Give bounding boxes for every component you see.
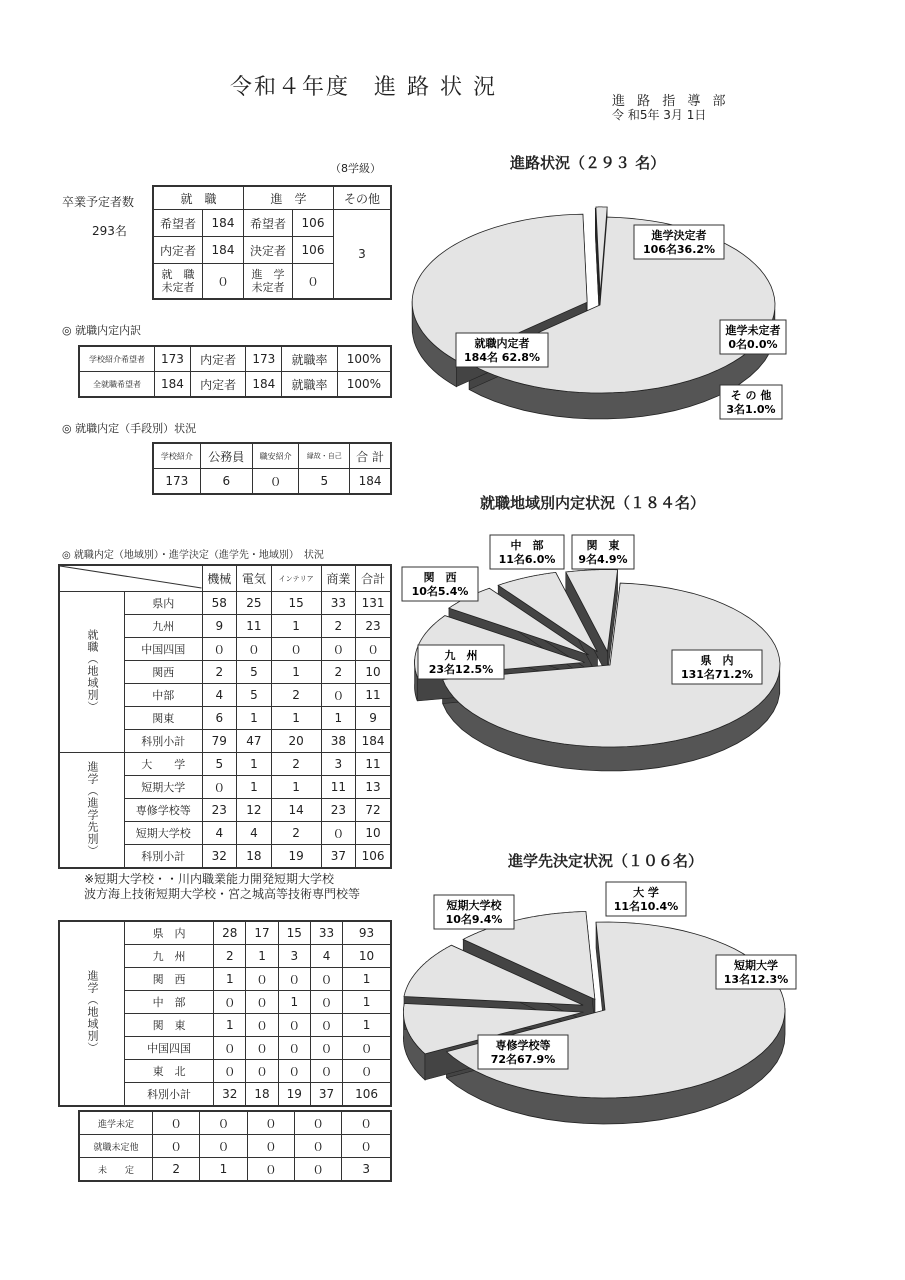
col-header: 電気 [237,565,272,592]
row-value: ０ [310,1037,342,1060]
naitei-cell: 100% [337,372,391,398]
row-value: ０ [278,1014,310,1037]
row-label: 九 州 [125,945,214,968]
row-value: 25 [237,592,272,615]
pie-label-value: 23名12.5% [428,663,494,676]
row-value: 38 [321,730,356,753]
row-value: 4 [310,945,342,968]
region-table [58,564,392,869]
row-value: 2 [321,615,356,638]
row-label: 中国四国 [125,1037,214,1060]
row-value: 3 [342,1158,391,1182]
pie-label [572,535,634,569]
method-value: 173 [153,469,200,495]
row-value: ０ [247,1158,294,1182]
pie-label-name: 短期大学校 [446,899,502,912]
chart-title-career: 進路状況（２９３ 名） [510,154,666,172]
row-value: 1 [271,776,321,799]
method-section-title: ◎ 就職内定（手段別）状況 [62,422,197,435]
other-value: 3 [334,210,392,300]
header-study: 進 学 [244,186,334,210]
naitei-cell: 就職率 [282,372,338,398]
pie-label [716,955,796,989]
study-region-table [58,920,392,1107]
study-unfixed-label: 進 学未定者 [244,264,293,300]
row-value: 33 [310,921,342,945]
row-value: ０ [246,968,278,991]
row-value: 1 [343,1014,391,1037]
row-label: 科別小計 [125,845,203,869]
chart-title-study: 進学先決定状況（１０６名） [508,852,704,870]
row-label: 就職未定他 [79,1135,153,1158]
class-count: （8学級） [330,162,381,175]
naitei-table [78,345,392,398]
pie-label-value: 13名12.3% [723,973,789,986]
pie-label-value: 3名1.0% [726,403,776,416]
row-value: 79 [202,730,237,753]
row-value: 2 [153,1158,200,1182]
row-value: 13 [356,776,391,799]
row-label: 九州 [125,615,203,638]
pie-label [672,650,762,684]
row-value: ０ [214,991,246,1014]
job-unfixed-value: ０ [203,264,244,300]
row-label: 関 東 [125,1014,214,1037]
summary-table [152,185,392,300]
naitei-row-label: 学校紹介希望者 [79,346,155,372]
naitei-cell: 内定者 [190,346,246,372]
row-value: 20 [271,730,321,753]
study-hope-label: 希望者 [244,210,293,237]
row-value: ０ [278,1037,310,1060]
pie-label [490,535,564,569]
row-value: 4 [202,822,237,845]
row-value: ０ [343,1037,391,1060]
job-hope-value: 184 [203,210,244,237]
undecided-table [78,1110,392,1182]
row-value: 1 [214,968,246,991]
pie-label-name: 県 内 [700,654,734,667]
chart-title-region: 就職地域別内定状況（１８４名） [480,494,706,512]
table-row [79,1111,391,1135]
method-table [152,442,392,495]
row-value: 17 [246,921,278,945]
study-pie-chart [420,885,800,1125]
pie-label-name: 中 部 [510,539,544,552]
pie-label-name: 進学未定者 [725,324,781,337]
row-value: 1 [271,707,321,730]
row-value: ０ [321,822,356,845]
row-value: 32 [214,1083,246,1107]
row-value: 2 [271,822,321,845]
job-unfixed-label: 就 職未定者 [153,264,203,300]
row-value: ０ [271,638,321,661]
row-value: 5 [202,753,237,776]
row-value: 23 [356,615,391,638]
row-value: ０ [153,1111,200,1135]
row-value: 58 [202,592,237,615]
study-fixed-label: 決定者 [244,237,293,264]
row-value: 19 [271,845,321,869]
row-value: 10 [356,822,391,845]
pie-label [606,882,686,916]
row-value: ０ [246,1060,278,1083]
col-header: 機械 [202,565,237,592]
row-value: 1 [278,991,310,1014]
row-value: 18 [246,1083,278,1107]
row-label: 進学未定 [79,1111,153,1135]
naitei-cell: 173 [155,346,191,372]
col-header: 合計 [356,565,391,592]
row-label: 関西 [125,661,203,684]
row-value: ０ [343,1060,391,1083]
row-value: 184 [356,730,391,753]
pie-label-value: 106名36.2% [642,243,716,256]
row-value: ０ [214,1060,246,1083]
method-value: 6 [200,469,252,495]
row-value: ０ [294,1111,341,1135]
study-fixed-value: 106 [293,237,334,264]
pie-label-value: 0名0.0% [728,338,778,351]
graduate-count: 293名 [92,224,127,238]
pie-label-name: 大 学 [633,886,659,899]
group-label-text: 進学（地域別） [86,970,99,1054]
naitei-cell: 173 [246,346,282,372]
col-header: 商業 [321,565,356,592]
row-label: 科別小計 [125,1083,214,1107]
pie-label-value: 11名10.4% [613,900,679,913]
pie-label-name: 九 州 [444,649,478,662]
row-value: 93 [343,921,391,945]
pie-label-value: 10名9.4% [445,913,503,926]
row-value: 12 [237,799,272,822]
method-value: 5 [299,469,350,495]
row-value: 28 [214,921,246,945]
row-value: 2 [214,945,246,968]
row-value: 18 [237,845,272,869]
row-value: 47 [237,730,272,753]
pie-label-value: 131名71.2% [680,668,754,681]
header-other: その他 [334,186,392,210]
row-value: 11 [356,753,391,776]
row-value: 9 [202,615,237,638]
pie-label-value: 184名 62.8% [464,351,540,364]
row-value: ０ [247,1111,294,1135]
row-value: 37 [321,845,356,869]
row-value: 1 [271,615,321,638]
header-job: 就 職 [153,186,244,210]
pie-label-name: そ の 他 [730,389,772,402]
group-label-text: 就職（地域別） [86,628,99,713]
table-row [59,753,391,776]
job-hope-label: 希望者 [153,210,203,237]
naitei-cell: 184 [246,372,282,398]
row-value: 5 [237,661,272,684]
row-value: 15 [278,921,310,945]
undecided-body [79,1111,391,1181]
row-label: 県 内 [125,921,214,945]
row-label: 関東 [125,707,203,730]
row-value: ０ [310,1060,342,1083]
pie-label-value: 10名5.4% [411,585,469,598]
row-value: 3 [278,945,310,968]
row-value: 1 [200,1158,247,1182]
pie-label [634,225,724,259]
study-region-body [59,921,391,1106]
row-value: 14 [271,799,321,822]
row-label: 科別小計 [125,730,203,753]
col-header: インテリア [271,565,321,592]
region-pie-chart [410,539,785,785]
row-value: ０ [310,968,342,991]
table-row [79,1158,391,1182]
career-pie-chart [420,195,790,425]
row-value: 1 [246,945,278,968]
row-value: ０ [246,991,278,1014]
row-label: 関 西 [125,968,214,991]
row-value: ０ [342,1111,391,1135]
row-value: 2 [271,753,321,776]
pie-label [402,567,478,601]
row-value: 131 [356,592,391,615]
pie-label-name: 進学決定者 [651,229,707,242]
row-value: 33 [321,592,356,615]
pie-label-value: 72名67.9% [490,1053,556,1066]
pie-label [720,320,786,354]
pie-label [434,895,514,929]
graduate-label: 卒業予定者数 [62,195,135,209]
row-value: 1 [237,707,272,730]
department-name: 進 路 指 導 部 [612,94,730,109]
group-label [59,592,125,753]
row-value: 2 [321,661,356,684]
row-value: 2 [202,661,237,684]
row-value: ０ [202,638,237,661]
row-value: ０ [246,1037,278,1060]
row-label: 短期大学校 [125,822,203,845]
row-label: 県内 [125,592,203,615]
row-value: 11 [356,684,391,707]
note-line-2: 波方海上技術短期大学校・宮之城高等技術専門校等 [84,887,361,901]
naitei-cell: 184 [155,372,191,398]
row-value: 11 [237,615,272,638]
naitei-section-title: ◎ 就職内定内訳 [62,324,142,337]
naitei-cell: 100% [337,346,391,372]
study-hope-value: 106 [293,210,334,237]
row-label: 大 学 [125,753,203,776]
pie-label-value: 11名6.0% [498,553,556,566]
method-value: 184 [350,469,391,495]
row-value: ０ [200,1135,247,1158]
row-value: ０ [247,1135,294,1158]
row-value: ０ [321,684,356,707]
job-region-body [59,592,391,753]
row-value: 1 [237,753,272,776]
study-unfixed-value: ０ [293,264,334,300]
row-value: 1 [271,661,321,684]
row-label: 短期大学 [125,776,203,799]
row-value: ０ [214,1037,246,1060]
row-value: 1 [214,1014,246,1037]
row-value: 23 [202,799,237,822]
row-label: 中部 [125,684,203,707]
row-value: 23 [321,799,356,822]
row-value: ０ [246,1014,278,1037]
pie-label [720,385,782,419]
method-value: ０ [252,469,299,495]
diagonal-line [60,566,202,588]
row-value: 6 [202,707,237,730]
row-value: 1 [343,991,391,1014]
row-label: 未 定 [79,1158,153,1182]
study-dest-body [59,753,391,869]
job-fixed-label: 内定者 [153,237,203,264]
row-value: 2 [271,684,321,707]
naitei-row-label: 全就職希望者 [79,372,155,398]
pie-label [418,645,504,679]
row-value: 1 [343,968,391,991]
group-label-text: 進学（進学先別） [86,760,99,857]
row-value: 32 [202,845,237,869]
row-value: ０ [237,638,272,661]
pie-label-name: 関 西 [423,571,457,584]
issue-date: 令 和5年 3月 1日 [612,108,707,122]
row-value: ０ [278,968,310,991]
row-value: 15 [271,592,321,615]
table-row [59,921,391,945]
pie-label [478,1035,568,1069]
pie-label-name: 関 東 [586,539,620,552]
row-value: 106 [343,1083,391,1107]
group-label [59,753,125,869]
table-row [79,1135,391,1158]
naitei-cell: 就職率 [282,346,338,372]
row-value: ０ [278,1060,310,1083]
method-header: 公務員 [200,443,252,469]
pie-label-name: 就職内定者 [474,337,530,350]
row-value: 106 [356,845,391,869]
row-value: 37 [310,1083,342,1107]
pie-label-name: 短期大学 [734,959,778,972]
method-header: 縁故・自己 [299,443,350,469]
row-value: 10 [356,661,391,684]
method-header: 職安紹介 [252,443,299,469]
row-value: ０ [202,776,237,799]
row-value: 10 [343,945,391,968]
row-value: ０ [153,1135,200,1158]
row-value: 4 [237,822,272,845]
row-value: ０ [356,638,391,661]
row-label: 東 北 [125,1060,214,1083]
note-line-1: ※短期大学校・・川内職業能力開発短期大学校 [84,872,335,886]
row-value: ０ [310,1014,342,1037]
group-label [59,921,125,1106]
row-value: 72 [356,799,391,822]
row-value: 4 [202,684,237,707]
diagonal-header-cell [59,565,202,592]
naitei-cell: 内定者 [190,372,246,398]
method-header: 合 計 [350,443,391,469]
row-value: ０ [310,991,342,1014]
row-value: ０ [321,638,356,661]
pie-label [456,333,548,367]
row-label: 専修学校等 [125,799,203,822]
row-value: 1 [321,707,356,730]
row-value: 3 [321,753,356,776]
pie-label-value: 9名4.9% [578,553,628,566]
job-fixed-value: 184 [203,237,244,264]
row-value: 19 [278,1083,310,1107]
row-value: 5 [237,684,272,707]
row-label: 中 部 [125,991,214,1014]
row-value: ０ [342,1135,391,1158]
row-label: 中国四国 [125,638,203,661]
row-value: ０ [294,1135,341,1158]
row-value: 11 [321,776,356,799]
row-value: ０ [294,1158,341,1182]
pie-label-name: 専修学校等 [495,1039,551,1052]
table-row [59,592,391,615]
row-value: 9 [356,707,391,730]
row-value: 1 [237,776,272,799]
page-title: 令和４年度 進 路 状 況 [230,75,497,100]
row-value: ０ [200,1111,247,1135]
method-header: 学校紹介 [153,443,200,469]
region-section-title: ◎ 就職内定（地域別）・進学決定（進学先・地域別） 状況 [62,550,324,561]
